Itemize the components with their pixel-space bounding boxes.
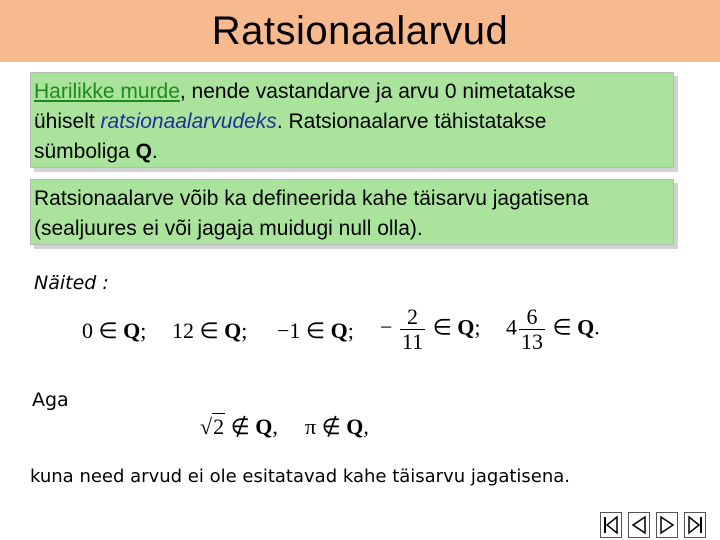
- play-forward-icon: [658, 515, 676, 535]
- alt-definition-line1: Ratsionaalarve võib ka defineerida kahe täisarvu jagatisena: [34, 187, 589, 210]
- last-slide-button[interactable]: [684, 512, 706, 538]
- example-2: 12 ∈ Q;: [172, 318, 248, 343]
- example-4: − $\frac{2}{11}$ ∈ Q;: [380, 304, 481, 354]
- next-slide-button[interactable]: [656, 512, 678, 538]
- skip-to-last-icon: [686, 515, 704, 535]
- play-back-icon: [630, 515, 648, 535]
- counterexample-pi: π ∉ Q,: [305, 414, 369, 439]
- examples-label: Näited :: [34, 272, 109, 294]
- example-3: −1 ∈ Q;: [277, 318, 354, 343]
- conclusion-text: kuna need arvud ei ole esitatavad kahe täisarvu jagatisena.: [30, 466, 571, 487]
- previous-slide-button[interactable]: [628, 512, 650, 538]
- term-rational-numbers: ratsionaalarvudeks: [100, 110, 277, 133]
- counterexample-sqrt2: √2 ∉ Q,: [200, 414, 278, 439]
- first-slide-button[interactable]: [600, 512, 622, 538]
- definition-text-b: ühiselt: [34, 110, 101, 133]
- example-5: 4 $\frac{6}{13}$ ∈ Q.: [506, 304, 600, 354]
- slide-title: Ratsionaalarvud: [211, 8, 509, 53]
- title-bar: [0, 0, 720, 62]
- definition-box: [30, 72, 674, 168]
- fractions-link[interactable]: Harilikke murde: [34, 80, 180, 103]
- skip-to-first-icon: [602, 515, 620, 535]
- fraction-2-11: $\frac{2}{11}$: [401, 304, 424, 354]
- definition-text-c: . Ratsionaalarve tähistatakse: [276, 110, 547, 133]
- example-1: 0 ∈ Q;: [82, 318, 147, 343]
- set-symbol: Q: [135, 140, 152, 163]
- but-label: Aga: [32, 389, 69, 411]
- definition-text-a: , nende vastandarve ja arvu 0 nimetatakse: [179, 80, 576, 103]
- alternative-definition-box: [30, 179, 674, 245]
- fraction-6-13: $\frac{6}{13}$: [521, 304, 543, 354]
- alt-definition-line2: (sealjuures ei või jagaja muidugi null olla).: [34, 217, 423, 240]
- definition-text-d: sümboliga: [34, 140, 136, 163]
- definition-text-e: .: [151, 140, 158, 163]
